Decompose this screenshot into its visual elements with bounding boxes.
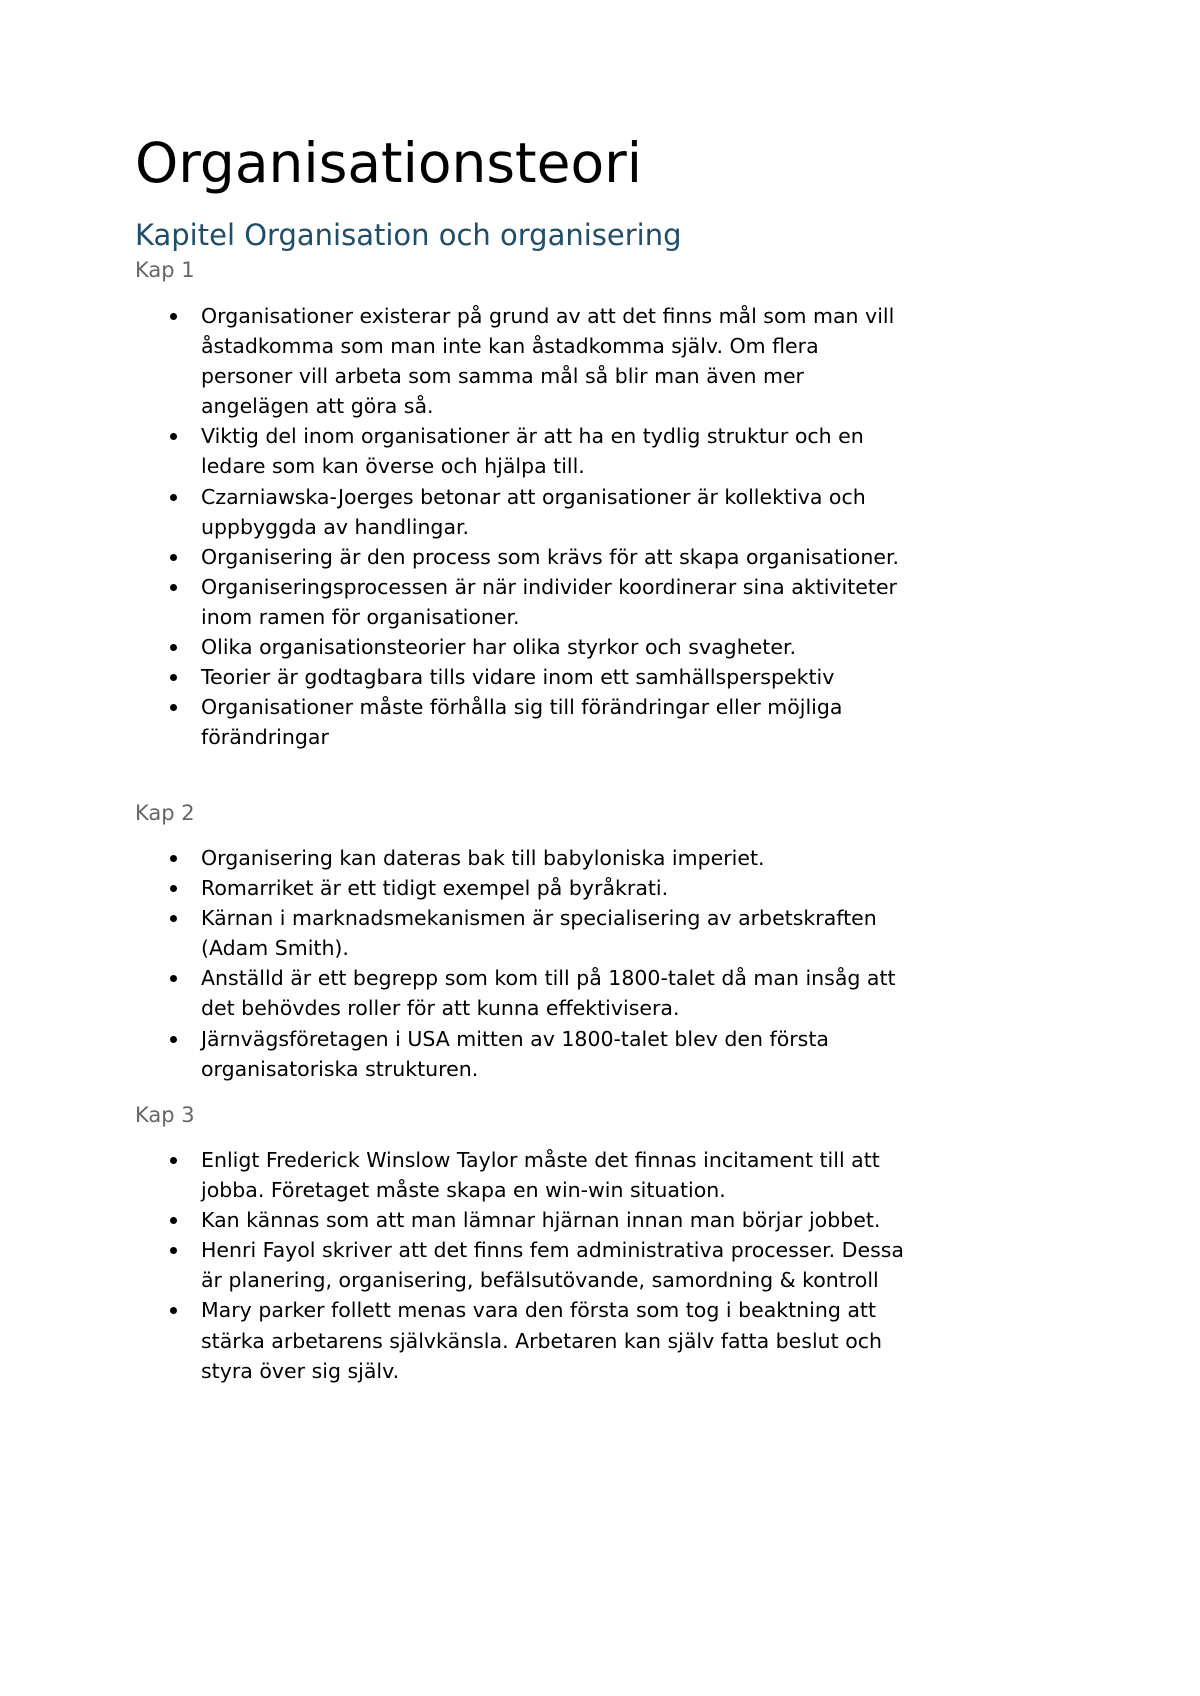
list-item-text: Organiseringsprocessen är när individer koordinerar sina aktiviteter <box>201 574 897 599</box>
list-item-text: Henri Fayol skriver att det finns fem administrativa processer. Dessa <box>201 1238 904 1263</box>
document-title: Organisationsteori <box>135 131 643 195</box>
bullet-icon <box>170 644 177 651</box>
bullet-icon <box>170 704 177 711</box>
bullet-icon <box>170 554 177 561</box>
bullet-list-kap-3 <box>0 1145 904 1386</box>
list-item <box>0 963 896 1023</box>
list-item-text: Järnvägsföretagen i USA mitten av 1800-talet blev den första <box>201 1026 829 1051</box>
list-item-text: förändringar <box>201 725 329 750</box>
list-item-text: ledare som kan överse och hjälpa till. <box>201 454 585 479</box>
list-item-text: Enligt Frederick Winslow Taylor måste det finnas incitament till att <box>201 1148 880 1172</box>
list-item <box>0 1205 904 1235</box>
list-item-text: angelägen att göra så. <box>201 394 434 419</box>
list-item-text: styra över sig själv. <box>201 1358 400 1383</box>
section-heading-kap-1: Kap 1 <box>135 258 195 282</box>
list-item-text: Organisering kan dateras bak till babyloniska imperiet. <box>201 846 765 870</box>
list-item-text: Organisering är den process som krävs för att skapa organisationer. <box>201 544 900 569</box>
list-item-text: organisatoriska strukturen. <box>201 1056 479 1081</box>
list-item-text: Anställd är ett begrepp som kom till på 1800-talet då man insåg att <box>201 966 896 991</box>
list-item-text: stärka arbetarens självkänsla. Arbetaren kan själv fatta beslut och <box>201 1328 883 1353</box>
list-item <box>0 301 899 421</box>
list-item <box>0 632 899 662</box>
bullet-list-kap-1 <box>0 301 899 752</box>
list-item-text: personer vill arbeta som samma mål så blir man även mer <box>201 364 804 389</box>
list-item-text: Olika organisationsteorier har olika styrkor och svagheter. <box>201 635 797 660</box>
list-item-text: Czarniawska-Joerges betonar att organisationer är kollektiva och <box>201 484 866 509</box>
list-item <box>0 542 899 572</box>
list-item-text: Viktig del inom organisationer är att ha en tydlig struktur och en <box>201 424 864 449</box>
list-item-text: inom ramen för organisationer. <box>201 604 520 629</box>
list-item-text: åstadkomma som man inte kan åstadkomma själv. Om flera <box>201 334 819 359</box>
list-item-text: Romarriket är ett tidigt exempel på byråkrati. <box>201 876 669 901</box>
list-item-text: Kan kännas som att man lämnar hjärnan innan man börjar jobbet. <box>201 1208 881 1233</box>
bullet-icon <box>170 1036 177 1043</box>
list-item <box>0 1295 904 1385</box>
section-heading-kap-3: Kap 3 <box>135 1103 195 1127</box>
list-item-text: Kärnan i marknadsmekanismen är specialisering av arbetskraften <box>201 906 877 931</box>
bullet-icon <box>170 885 177 892</box>
bullet-icon <box>170 975 177 982</box>
list-item-text: Organisationer existerar på grund av att det finns mål som man vill <box>201 304 895 328</box>
bullet-icon <box>170 1217 177 1224</box>
list-item-text: Mary parker follett menas vara den första som tog i beaktning att <box>201 1298 877 1323</box>
list-item-text: det behövdes roller för att kunna effektivisera. <box>201 996 680 1021</box>
bullet-icon <box>170 674 177 681</box>
list-item <box>0 572 899 632</box>
list-item <box>0 1145 904 1205</box>
bullet-icon <box>170 1157 177 1164</box>
bullet-icon <box>170 313 177 320</box>
bullet-icon <box>170 1307 177 1314</box>
list-item-text: är planering, organisering, befälsutövande, samordning & kontroll <box>201 1268 879 1293</box>
bullet-list-kap-2 <box>0 843 896 1084</box>
list-item-text: (Adam Smith). <box>201 936 349 961</box>
list-item <box>0 873 896 903</box>
list-item <box>0 843 896 873</box>
list-item <box>0 421 899 481</box>
list-item <box>0 1024 896 1084</box>
section-heading-kap-2: Kap 2 <box>135 801 195 825</box>
bullet-icon <box>170 584 177 591</box>
list-item-text: Teorier är godtagbara tills vidare inom ett samhällsperspektiv <box>201 665 835 690</box>
list-item-text: Organisationer måste förhålla sig till förändringar eller möjliga <box>201 695 843 720</box>
list-item-text: uppbyggda av handlingar. <box>201 514 470 539</box>
bullet-icon <box>170 915 177 922</box>
list-item <box>0 662 899 692</box>
bullet-icon <box>170 433 177 440</box>
bullet-icon <box>170 1247 177 1254</box>
list-item <box>0 692 899 752</box>
bullet-icon <box>170 494 177 501</box>
list-item <box>0 482 899 542</box>
list-item-text: jobba. Företaget måste skapa en win-win situation. <box>201 1178 726 1203</box>
list-item <box>0 903 896 963</box>
chapter-heading: Kapitel Organisation och organisering <box>135 218 682 252</box>
list-item <box>0 1235 904 1295</box>
bullet-icon <box>170 855 177 862</box>
